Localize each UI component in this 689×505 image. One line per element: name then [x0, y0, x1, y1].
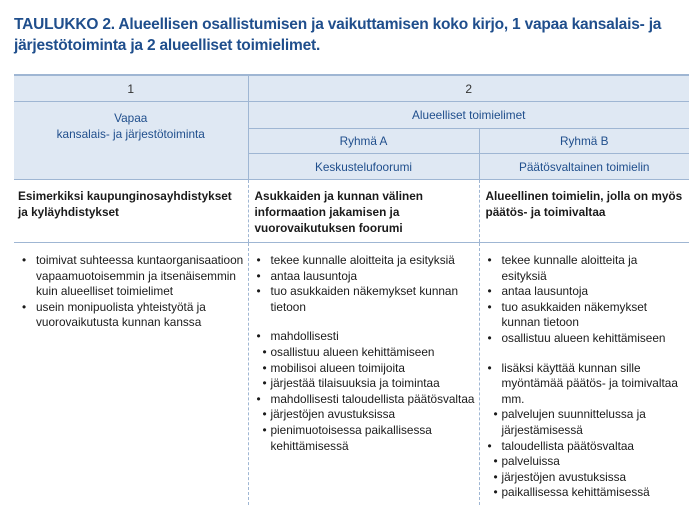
sub-list-item: • pienimuotoisessa paikallisessa kehittämisessä: [253, 423, 475, 454]
list-col3: [484, 253, 686, 501]
column-number-1: 1: [14, 75, 248, 102]
column-number-2: 2: [248, 75, 689, 102]
list-item: • lisäksi käyttää kunnan sille myöntämää päätös- ja toimivaltaa mm.: [484, 361, 686, 408]
list-item: • usein monipuolista yhteistyötä ja vuorovaikutusta kunnan kanssa: [18, 300, 244, 331]
group-a-label: Ryhmä A: [248, 129, 479, 154]
list-item: • tuo asukkaiden näkemykset kunnan tietoon: [484, 300, 686, 331]
list-col2-cell: [248, 243, 479, 505]
sub-list-item: • palvelujen suunnittelussa ja järjestämisessä: [484, 407, 686, 438]
group-b-label: Ryhmä B: [479, 129, 689, 154]
list-col2: [253, 253, 475, 454]
list-item: • tuo asukkaiden näkemykset kunnan tietoon: [253, 284, 475, 315]
sub-list-item: • järjestää tilaisuuksia ja toimintaa: [253, 376, 475, 392]
sub-list-item: • mobilisoi alueen toimijoita: [253, 361, 475, 377]
list-item: • osallistuu alueen kehittämiseen: [484, 331, 686, 347]
list-col1-cell: [14, 243, 248, 505]
group-a-type: Keskustelufoorumi: [248, 154, 479, 180]
column-1-title-line2: kansalais- ja järjestötoiminta: [56, 127, 205, 141]
list-item: • antaa lausuntoja: [253, 269, 475, 285]
table-caption: TAULUKKO 2. Alueellisen osallistumisen ja vaikuttamisen koko kirjo, 1 vapaa kansalais- ja järjestötoiminta ja 2 alueelliset toimielimet.: [14, 16, 662, 54]
example-col3: Alueellinen toimielin, jolla on myös päätös- ja toimivaltaa: [479, 180, 689, 243]
sub-list-item: • palveluissa: [484, 454, 686, 470]
column-2-title: Alueelliset toimielimet: [248, 102, 689, 129]
sub-list-item: • järjestöjen avustuksissa: [484, 470, 686, 486]
list-item: • antaa lausuntoja: [484, 284, 686, 300]
participation-table: [14, 74, 689, 505]
list-item: • tekee kunnalle aloitteita ja esityksiä: [253, 253, 475, 269]
list-item: • taloudellista päätösvaltaa: [484, 439, 686, 455]
list-item: • mahdollisesti: [253, 329, 475, 345]
sub-list-item: • järjestöjen avustuksissa: [253, 407, 475, 423]
example-col1: Esimerkiksi kaupunginosayhdistykset ja kyläyhdistykset: [18, 189, 232, 219]
column-1-title-line1: Vapaa: [114, 111, 148, 125]
sub-list-item: • paikallisessa kehittämisessä: [484, 485, 686, 501]
list-col3-cell: [479, 243, 689, 505]
group-b-type: Päätösvaltainen toimielin: [479, 154, 689, 180]
column-1-title: [14, 102, 248, 180]
list-item: • toimivat suhteessa kuntaorganisaatioon vapaamuotoisemmin ja itsenäisemmin kuin alueelliset toimielimet: [18, 253, 244, 300]
example-col2: Asukkaiden ja kunnan välinen informaation jakamisen ja vuorovaikutuksen foorumi: [248, 180, 479, 243]
list-item: • mahdollisesti taloudellista päätösvaltaa: [253, 392, 475, 408]
list-item: • tekee kunnalle aloitteita ja esityksiä: [484, 253, 686, 284]
sub-list-item: • osallistuu alueen kehittämiseen: [253, 345, 475, 361]
list-col1: [18, 253, 244, 331]
